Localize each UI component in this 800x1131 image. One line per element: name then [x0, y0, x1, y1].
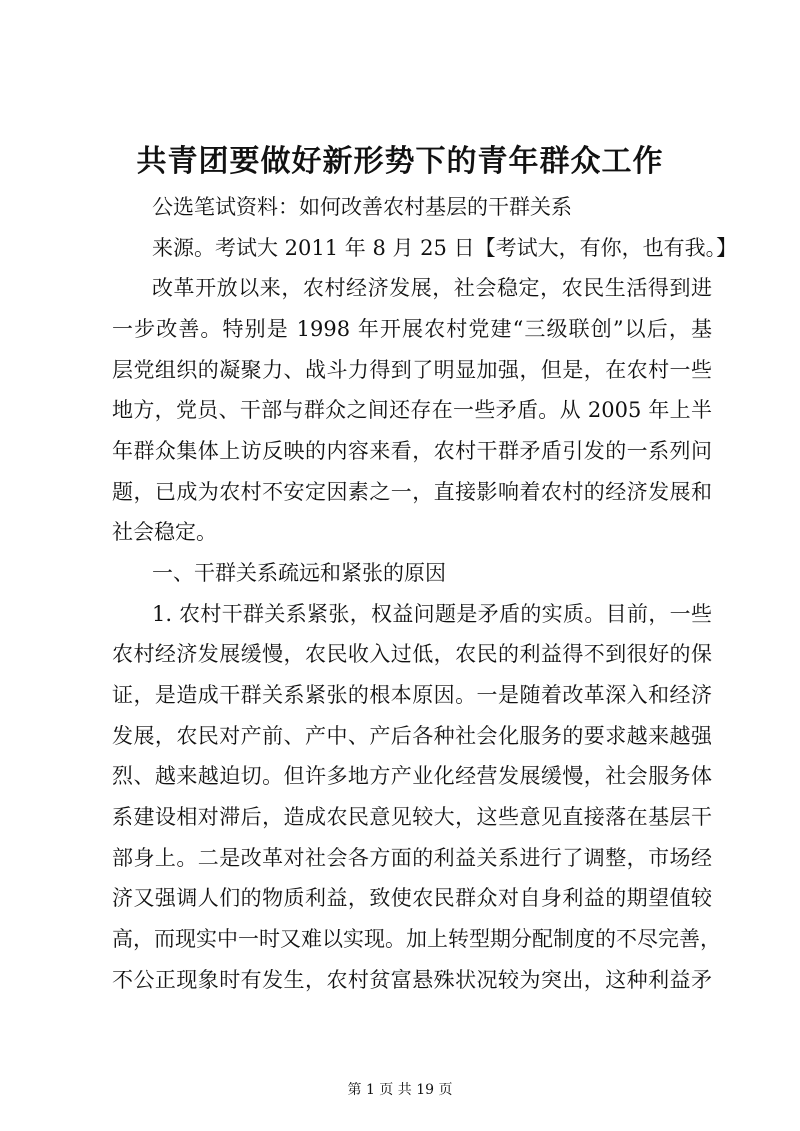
paragraph-2-line: 发展，农民对产前、产中、产后各种社会化服务的要求越来越强 — [112, 724, 712, 748]
paragraph-2-line: 系建设相对滞后，造成农民意见较大，这些意见直接落在基层干 — [112, 805, 712, 829]
paragraph-2-line: 不公正现象时有发生，农村贫富悬殊状况较为突出，这种利益矛 — [112, 968, 712, 992]
paragraph-2-line: 农村经济发展缓慢，农民收入过低，农民的利益得不到很好的保 — [112, 642, 712, 666]
paragraph-2-line: 济又强调人们的物质利益，致使农民群众对自身利益的期望值较 — [112, 886, 712, 910]
document-subtitle: 公选笔试资料：如何改善农村基层的干群关系 — [152, 195, 572, 219]
paragraph-1-line: 年群众集体上访反映的内容来看，农村干群矛盾引发的一系列问 — [112, 439, 712, 463]
paragraph-1-line: 地方，党员、干部与群众之间还存在一些矛盾。从 2005 年上半 — [112, 398, 712, 422]
paragraph-1-line: 层党组织的凝聚力、战斗力得到了明显加强，但是，在农村一些 — [112, 358, 712, 382]
document-title: 共青团要做好新形势下的青年群众工作 — [136, 144, 664, 179]
paragraph-1-line: 改革开放以来，农村经济发展，社会稳定，农民生活得到进 — [152, 276, 712, 300]
page-number-footer: 第 1 页 共 19 页 — [347, 1082, 453, 1098]
paragraph-1-line: 社会稳定。 — [112, 520, 217, 544]
paragraph-1-line: 一步改善。特别是 1998 年开展农村党建“三级联创”以后，基 — [112, 317, 712, 341]
paragraph-2-line: 烈、越来越迫切。但许多地方产业化经营发展缓慢，社会服务体 — [112, 764, 712, 788]
paragraph-2-line: 部身上。二是改革对社会各方面的利益关系进行了调整，市场经 — [112, 846, 712, 870]
paragraph-2-line: 证，是造成干群关系紧张的根本原因。一是随着改革深入和经济 — [112, 683, 712, 707]
paragraph-1-line: 题，已成为农村不安定因素之一，直接影响着农村的经济发展和 — [112, 480, 712, 504]
source-line: 来源。考试大 2011 年 8 月 25 日【考试大，有你，也有我。】 — [152, 236, 738, 260]
paragraph-2-line: 1. 农村干群关系紧张，权益问题是矛盾的实质。目前，一些 — [152, 602, 712, 626]
section-heading: 一、干群关系疏远和紧张的原因 — [152, 561, 446, 585]
paragraph-2-line: 高，而现实中一时又难以实现。加上转型期分配制度的不尽完善， — [112, 927, 721, 951]
